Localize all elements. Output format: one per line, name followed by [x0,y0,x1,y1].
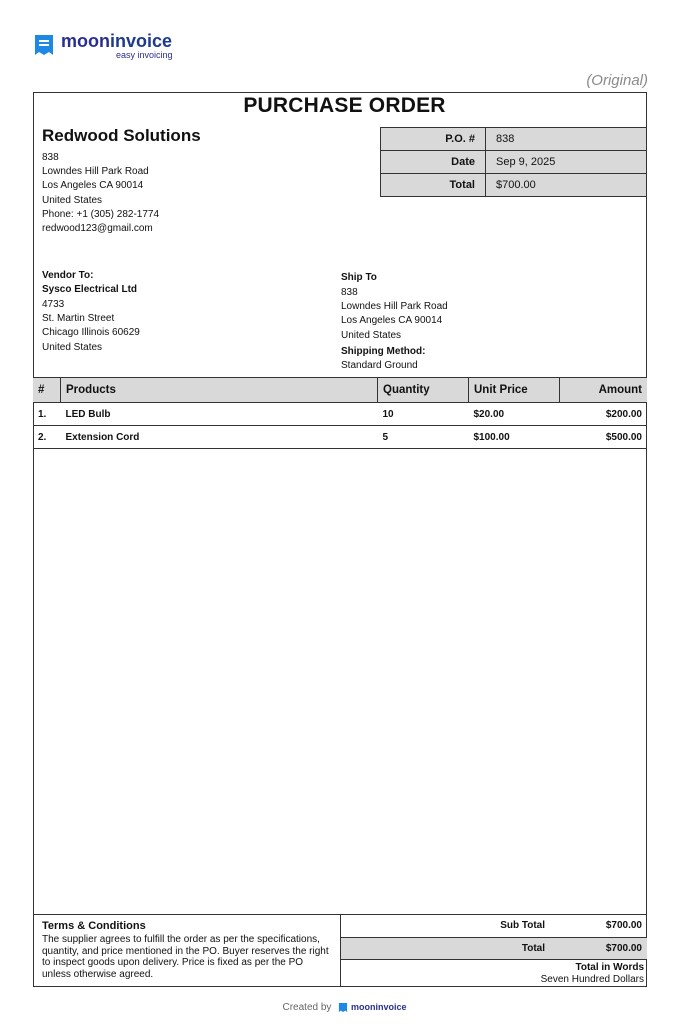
created-by-text: Created by [282,1002,332,1014]
company-name: Redwood Solutions [42,126,201,145]
brand-tagline: easy invoicing [116,50,173,60]
col-amount: Amount [560,378,648,403]
ship-to-address: 838 Lowndes Hill Park Road Los Angeles CA 90014 United States [341,287,448,341]
row-amount: $500.00 [560,426,648,449]
total-row [341,937,647,960]
subtotal-label: Sub Total [500,920,545,931]
col-unit-price: Unit Price [469,378,560,403]
po-total-label: Total [381,174,486,197]
footer [0,1002,689,1013]
subtotal-value: $700.00 [605,920,642,931]
total-in-words-value: Seven Hundred Dollars [540,974,644,985]
vendor-label: Vendor To: [42,270,94,281]
document-icon [338,1002,348,1013]
products-table [33,377,647,449]
po-date-value: Sep 9, 2025 [486,151,647,174]
document-icon [33,33,55,57]
company-address: 838 Lowndes Hill Park Road Los Angeles CA 90014 United States Phone: +1 (305) 282-1774 redwood123@gmail.com [42,152,160,235]
po-number-row [381,128,647,151]
row-quantity: 5 [378,426,469,449]
row-product: Extension Cord [61,426,378,449]
row-number: 2. [33,426,61,449]
ship-to-label: Ship To [341,272,377,283]
total-label: Total [521,943,545,954]
row-quantity: 10 [378,403,469,426]
row-number: 1. [33,403,61,426]
brand-name: mooninvoice [61,31,173,51]
row-amount: $200.00 [560,403,648,426]
col-quantity: Quantity [378,378,469,403]
table-row [33,426,647,449]
po-total-value: $700.00 [486,174,647,197]
col-products: Products [61,378,378,403]
row-unit-price: $100.00 [469,426,560,449]
vendor-address: 4733 St. Martin Street Chicago Illinois 60629 United States [42,299,140,353]
terms-text: The supplier agrees to fulfill the order as per the specifications, quantity, and price mentioned in the PO. Buyer reserves the right to inspect goods upon delivery. Price is fixed as per the PO unless otherwise agreed. [42,934,329,980]
po-number-value: 838 [486,128,647,151]
table-row [33,403,647,426]
po-date-label: Date [381,151,486,174]
document-title: PURCHASE ORDER [243,94,446,117]
po-total-row [381,174,647,197]
shipping-method-value: Standard Ground [341,360,418,371]
row-product: LED Bulb [61,403,378,426]
terms-heading: Terms & Conditions [42,920,146,932]
po-info-table [380,127,647,197]
copy-label: (Original) [586,72,648,89]
po-number-label: P.O. # [381,128,486,151]
po-date-row [381,151,647,174]
footer-brand: mooninvoice [350,1002,407,1013]
vendor-name: Sysco Electrical Ltd [42,284,138,295]
col-number: # [33,378,61,403]
row-unit-price: $20.00 [469,403,560,426]
total-in-words-label: Total in Words [575,962,644,973]
subtotal-row [341,914,647,937]
table-header-row [33,378,647,403]
shipping-method-label: Shipping Method: [341,346,426,357]
total-value: $700.00 [605,943,642,954]
